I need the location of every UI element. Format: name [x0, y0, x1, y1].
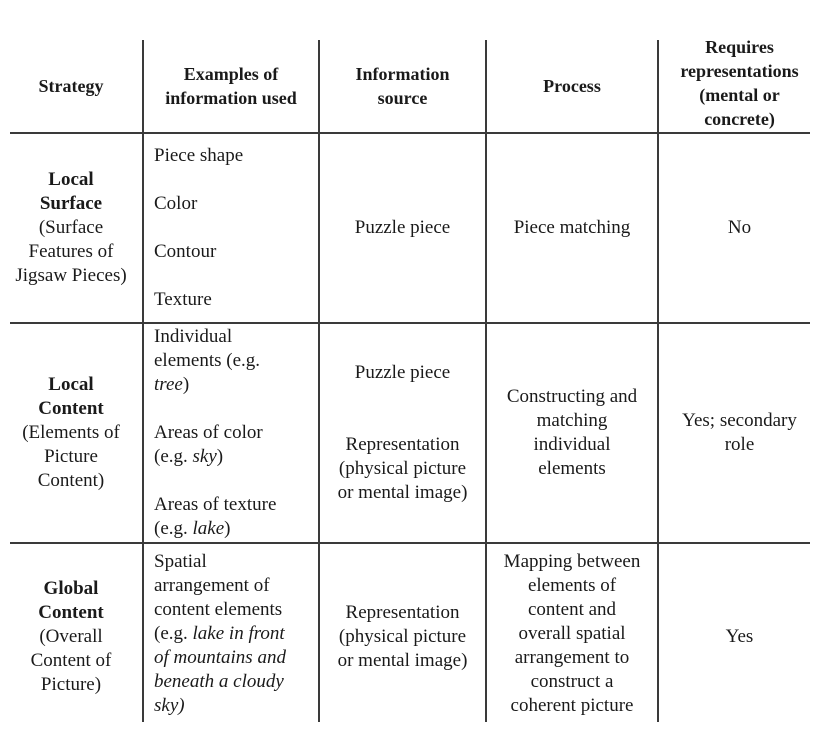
source-text: Representation — [345, 434, 460, 455]
example-italic: lake in front — [192, 623, 285, 644]
source-text: Representation — [345, 602, 460, 623]
header-strategy — [0, 40, 142, 132]
strategy-name: Surface — [39, 193, 103, 214]
source-text: (physical picture — [338, 626, 467, 647]
example-item: Piece shape — [154, 145, 244, 166]
process-text: matching — [536, 410, 608, 431]
process-text: overall spatial — [518, 623, 626, 644]
example-italic: of mountains and — [154, 647, 286, 668]
strategy-desc: Jigsaw Pieces) — [15, 265, 127, 286]
row3-requires — [659, 544, 820, 730]
header-text: Process — [543, 76, 601, 96]
example-italic: sky) — [154, 695, 185, 716]
row1-strategy — [0, 134, 142, 322]
header-strategy-text: Strategy — [38, 76, 104, 96]
example-item: Contour — [154, 241, 217, 262]
strategy-desc: Picture) — [40, 674, 102, 695]
example-italic: beneath a cloudy — [154, 671, 284, 692]
example-paren: ) — [216, 446, 224, 467]
row3-examples — [144, 550, 318, 726]
example-line — [154, 373, 189, 397]
row1-process — [487, 134, 657, 322]
header-text: source — [377, 88, 428, 108]
example-line: Areas of color — [154, 422, 263, 443]
process-text: elements — [538, 458, 606, 479]
example-paren: ) — [224, 518, 231, 539]
example-line: Individual — [154, 326, 233, 347]
source-text: Puzzle piece — [354, 362, 451, 383]
strategy-name: Content — [38, 398, 104, 419]
row2-source — [320, 324, 485, 542]
source-text: Puzzle piece — [354, 217, 451, 238]
source-text: or mental image) — [337, 650, 468, 671]
example-line: elements (e.g. — [154, 350, 261, 371]
process-text: individual — [533, 434, 611, 455]
process-text: coherent picture — [510, 695, 634, 716]
strategy-desc: (Elements of — [22, 422, 120, 443]
header-requires — [659, 34, 820, 132]
row2-examples — [144, 324, 318, 542]
example-italic: sky — [192, 446, 217, 467]
header-text: information used — [165, 88, 297, 108]
process-text: Mapping between — [503, 551, 641, 572]
header-text: (mental or — [699, 85, 780, 105]
example-italic: lake — [192, 518, 225, 539]
row2-strategy — [0, 324, 142, 542]
header-text: Examples of — [183, 64, 279, 84]
header-text: representations — [680, 61, 799, 81]
process-text: Piece matching — [513, 217, 631, 238]
strategy-desc: Content of — [30, 650, 112, 671]
example-line — [154, 445, 223, 469]
row1-requires — [659, 134, 820, 322]
strategy-name: Local — [48, 169, 94, 190]
example-line: Areas of texture — [154, 494, 277, 515]
strategy-desc: (Overall — [39, 626, 103, 647]
row3-strategy — [0, 544, 142, 730]
strategy-desc: Picture — [44, 446, 98, 467]
header-text: Requires — [705, 37, 774, 57]
row1-source — [320, 134, 485, 322]
header-text: Information — [355, 64, 450, 84]
row1-examples — [144, 134, 318, 322]
example-line — [154, 517, 231, 541]
example-item: Texture — [154, 289, 212, 310]
example-line: content elements — [154, 599, 283, 620]
row2-process — [487, 324, 657, 542]
strategy-desc: (Surface — [38, 217, 104, 238]
process-text: content and — [527, 599, 617, 620]
requires-text: Yes; secondary — [682, 410, 797, 431]
example-line — [154, 622, 285, 646]
example-italic: tree — [154, 374, 183, 395]
strategy-desc: Features of — [28, 241, 114, 262]
header-source — [320, 40, 485, 132]
row3-process — [487, 550, 657, 726]
row2-requires — [659, 324, 820, 542]
example-prefix: (e.g. — [154, 518, 188, 539]
process-text: Constructing and — [506, 386, 638, 407]
example-paren: ) — [182, 374, 190, 395]
example-line: arrangement of — [154, 575, 270, 596]
header-text: concrete) — [704, 109, 775, 129]
requires-text: No — [727, 217, 752, 238]
process-text: elements of — [527, 575, 617, 596]
strategy-name: Content — [38, 602, 104, 623]
source-text: or mental image) — [337, 482, 468, 503]
process-text: arrangement to — [514, 647, 630, 668]
requires-text: role — [724, 434, 755, 455]
example-item: Color — [154, 193, 198, 214]
process-text: construct a — [530, 671, 614, 692]
example-prefix: (e.g. — [154, 446, 188, 467]
requires-text: Yes — [725, 626, 754, 647]
example-line: Spatial — [154, 551, 207, 572]
strategy-desc: Content) — [37, 470, 105, 491]
example-prefix: (e.g. — [154, 623, 188, 644]
source-text: (physical picture — [338, 458, 467, 479]
header-process — [487, 40, 657, 132]
strategy-name: Local — [48, 374, 94, 395]
header-examples — [144, 40, 318, 132]
row3-source — [320, 544, 485, 730]
strategy-name: Global — [43, 578, 99, 599]
